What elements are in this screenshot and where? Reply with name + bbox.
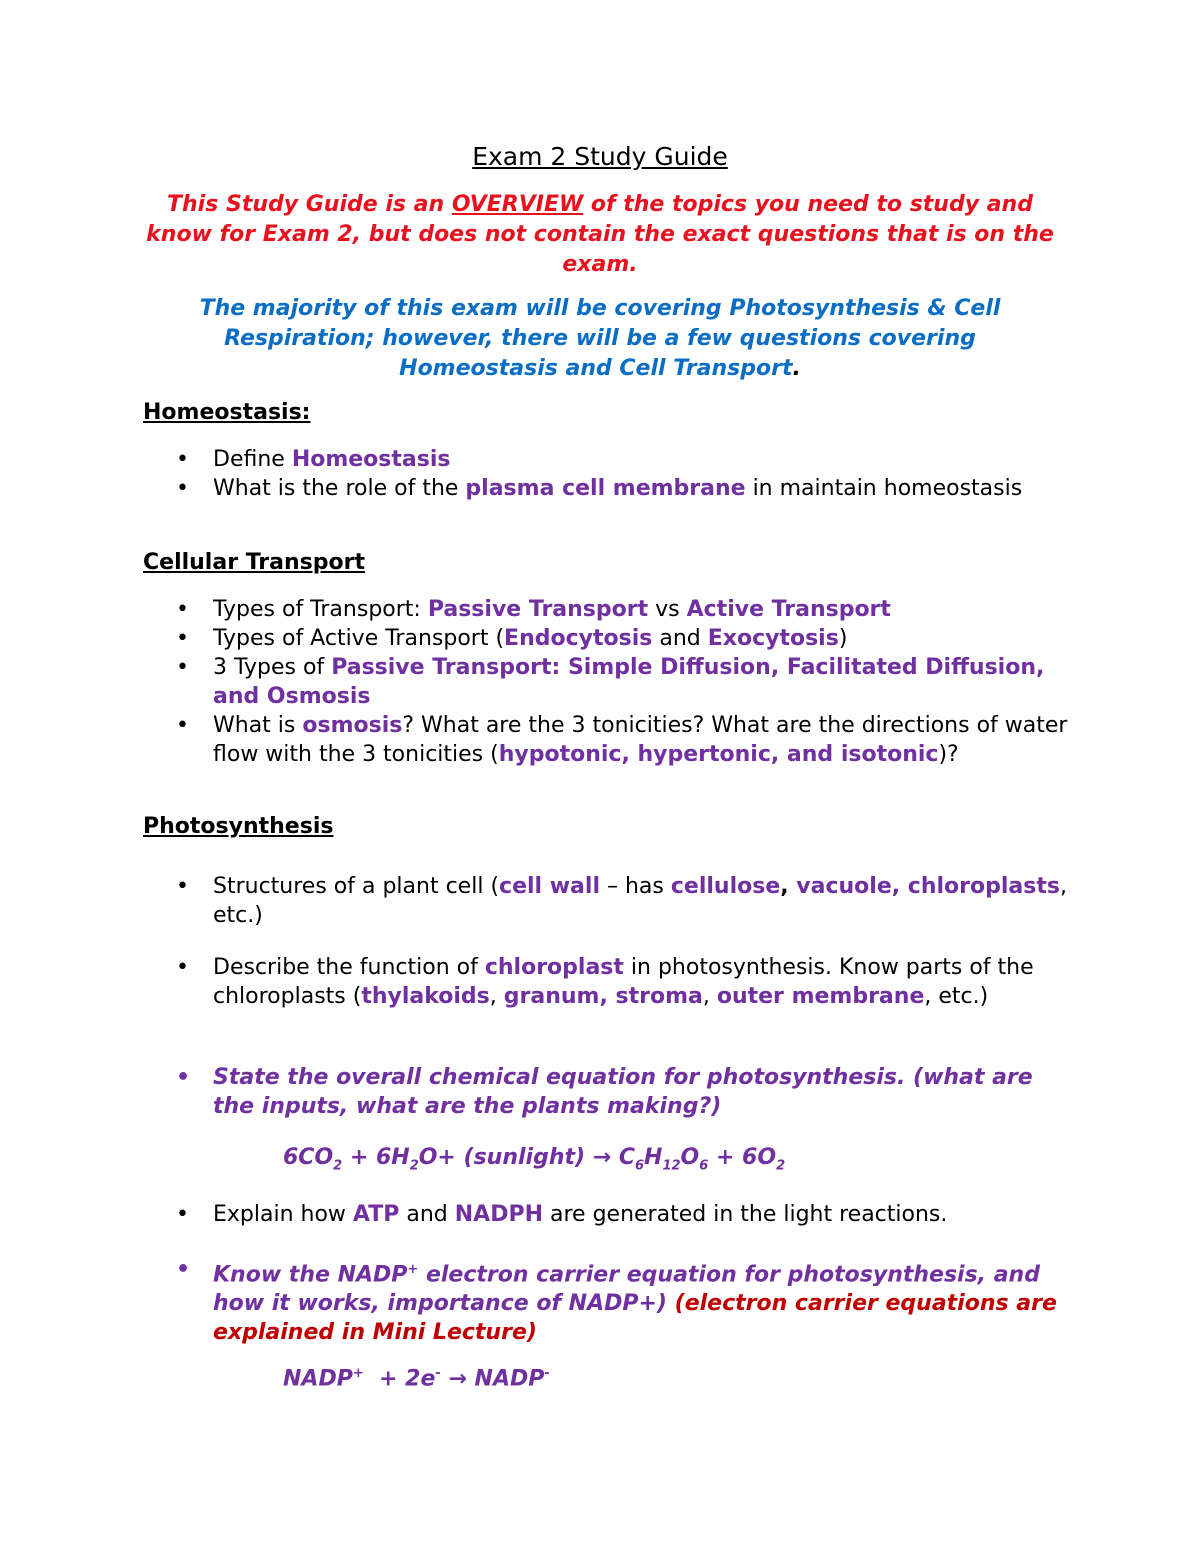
list-item: • Explain how ATP and NADPH are generated in the light reactions. xyxy=(176,1202,948,1227)
photosynthesis-list-atp xyxy=(0,1200,1200,1229)
photosynthesis-list-overall xyxy=(0,1063,1200,1121)
list-item: • What is the role of the plasma cell membrane in maintain homeostasis xyxy=(176,476,1023,501)
list-item: • Define Homeostasis xyxy=(176,447,451,472)
photosynthesis-heading: Photosynthesis xyxy=(143,814,334,839)
list-item: • What is osmosis? What are the 3 tonicities? What are the directions of water flow with the 3 tonicities (hypotonic, hypertonic, and isotonic)? xyxy=(176,713,1068,767)
photosynthesis-list-nadp xyxy=(0,1255,1200,1347)
coverage-note: The majority of this exam will be covering Photosynthesis & Cell Respiration; however, there will be a few questions covering Homeostasis and Cell Transport. xyxy=(199,296,1001,381)
transport-list xyxy=(0,595,1200,769)
list-item: • Types of Transport: Passive Transport vs Active Transport xyxy=(176,597,891,622)
page-title: Exam 2 Study Guide xyxy=(472,142,728,171)
homeostasis-heading: Homeostasis: xyxy=(143,400,311,425)
list-item: • Describe the function of chloroplast in photosynthesis. Know parts of the chloroplasts (thylakoids, granum, stroma, outer membrane, etc.) xyxy=(176,955,1034,1009)
arrow-icon: → xyxy=(592,1145,612,1170)
overview-emphasis: OVERVIEW xyxy=(451,192,584,217)
transport-heading: Cellular Transport xyxy=(143,550,365,575)
list-item: • State the overall chemical equation for photosynthesis. (what are the inputs, what are the plants making?) xyxy=(176,1065,1033,1119)
nadp-equation: NADP+ + 2e- → NADP- xyxy=(283,1366,550,1392)
list-item: • Structures of a plant cell (cell wall – has cellulose, vacuole, chloroplasts, etc.) xyxy=(176,874,1067,928)
arrow-icon: → xyxy=(440,1366,475,1392)
photosynthesis-list-chloroplast xyxy=(0,953,1200,1011)
homeostasis-list xyxy=(0,445,1200,503)
photosynthesis-equation: $6CO_2 + 6H_2O+$ (sunlight) → $C_6H_{12}O_6 + 6O_2$ xyxy=(283,1145,786,1174)
list-item: • Know the NADP+ electron carrier equation for photosynthesis, and how it works, importance of NADP+) (electron carrier equations are explained in Mini Lecture) xyxy=(176,1257,1057,1346)
list-item: • 3 Types of Passive Transport: Simple Diffusion, Facilitated Diffusion, and Osmosis xyxy=(176,655,1045,709)
list-item: • Types of Active Transport (Endocytosis and Exocytosis) xyxy=(176,626,848,651)
photosynthesis-list-structures xyxy=(0,872,1200,930)
overview-note: This Study Guide is an OVERVIEW of the topics you need to study and know for Exam 2, but does not contain the exact questions that is on the exam. xyxy=(146,192,1054,277)
